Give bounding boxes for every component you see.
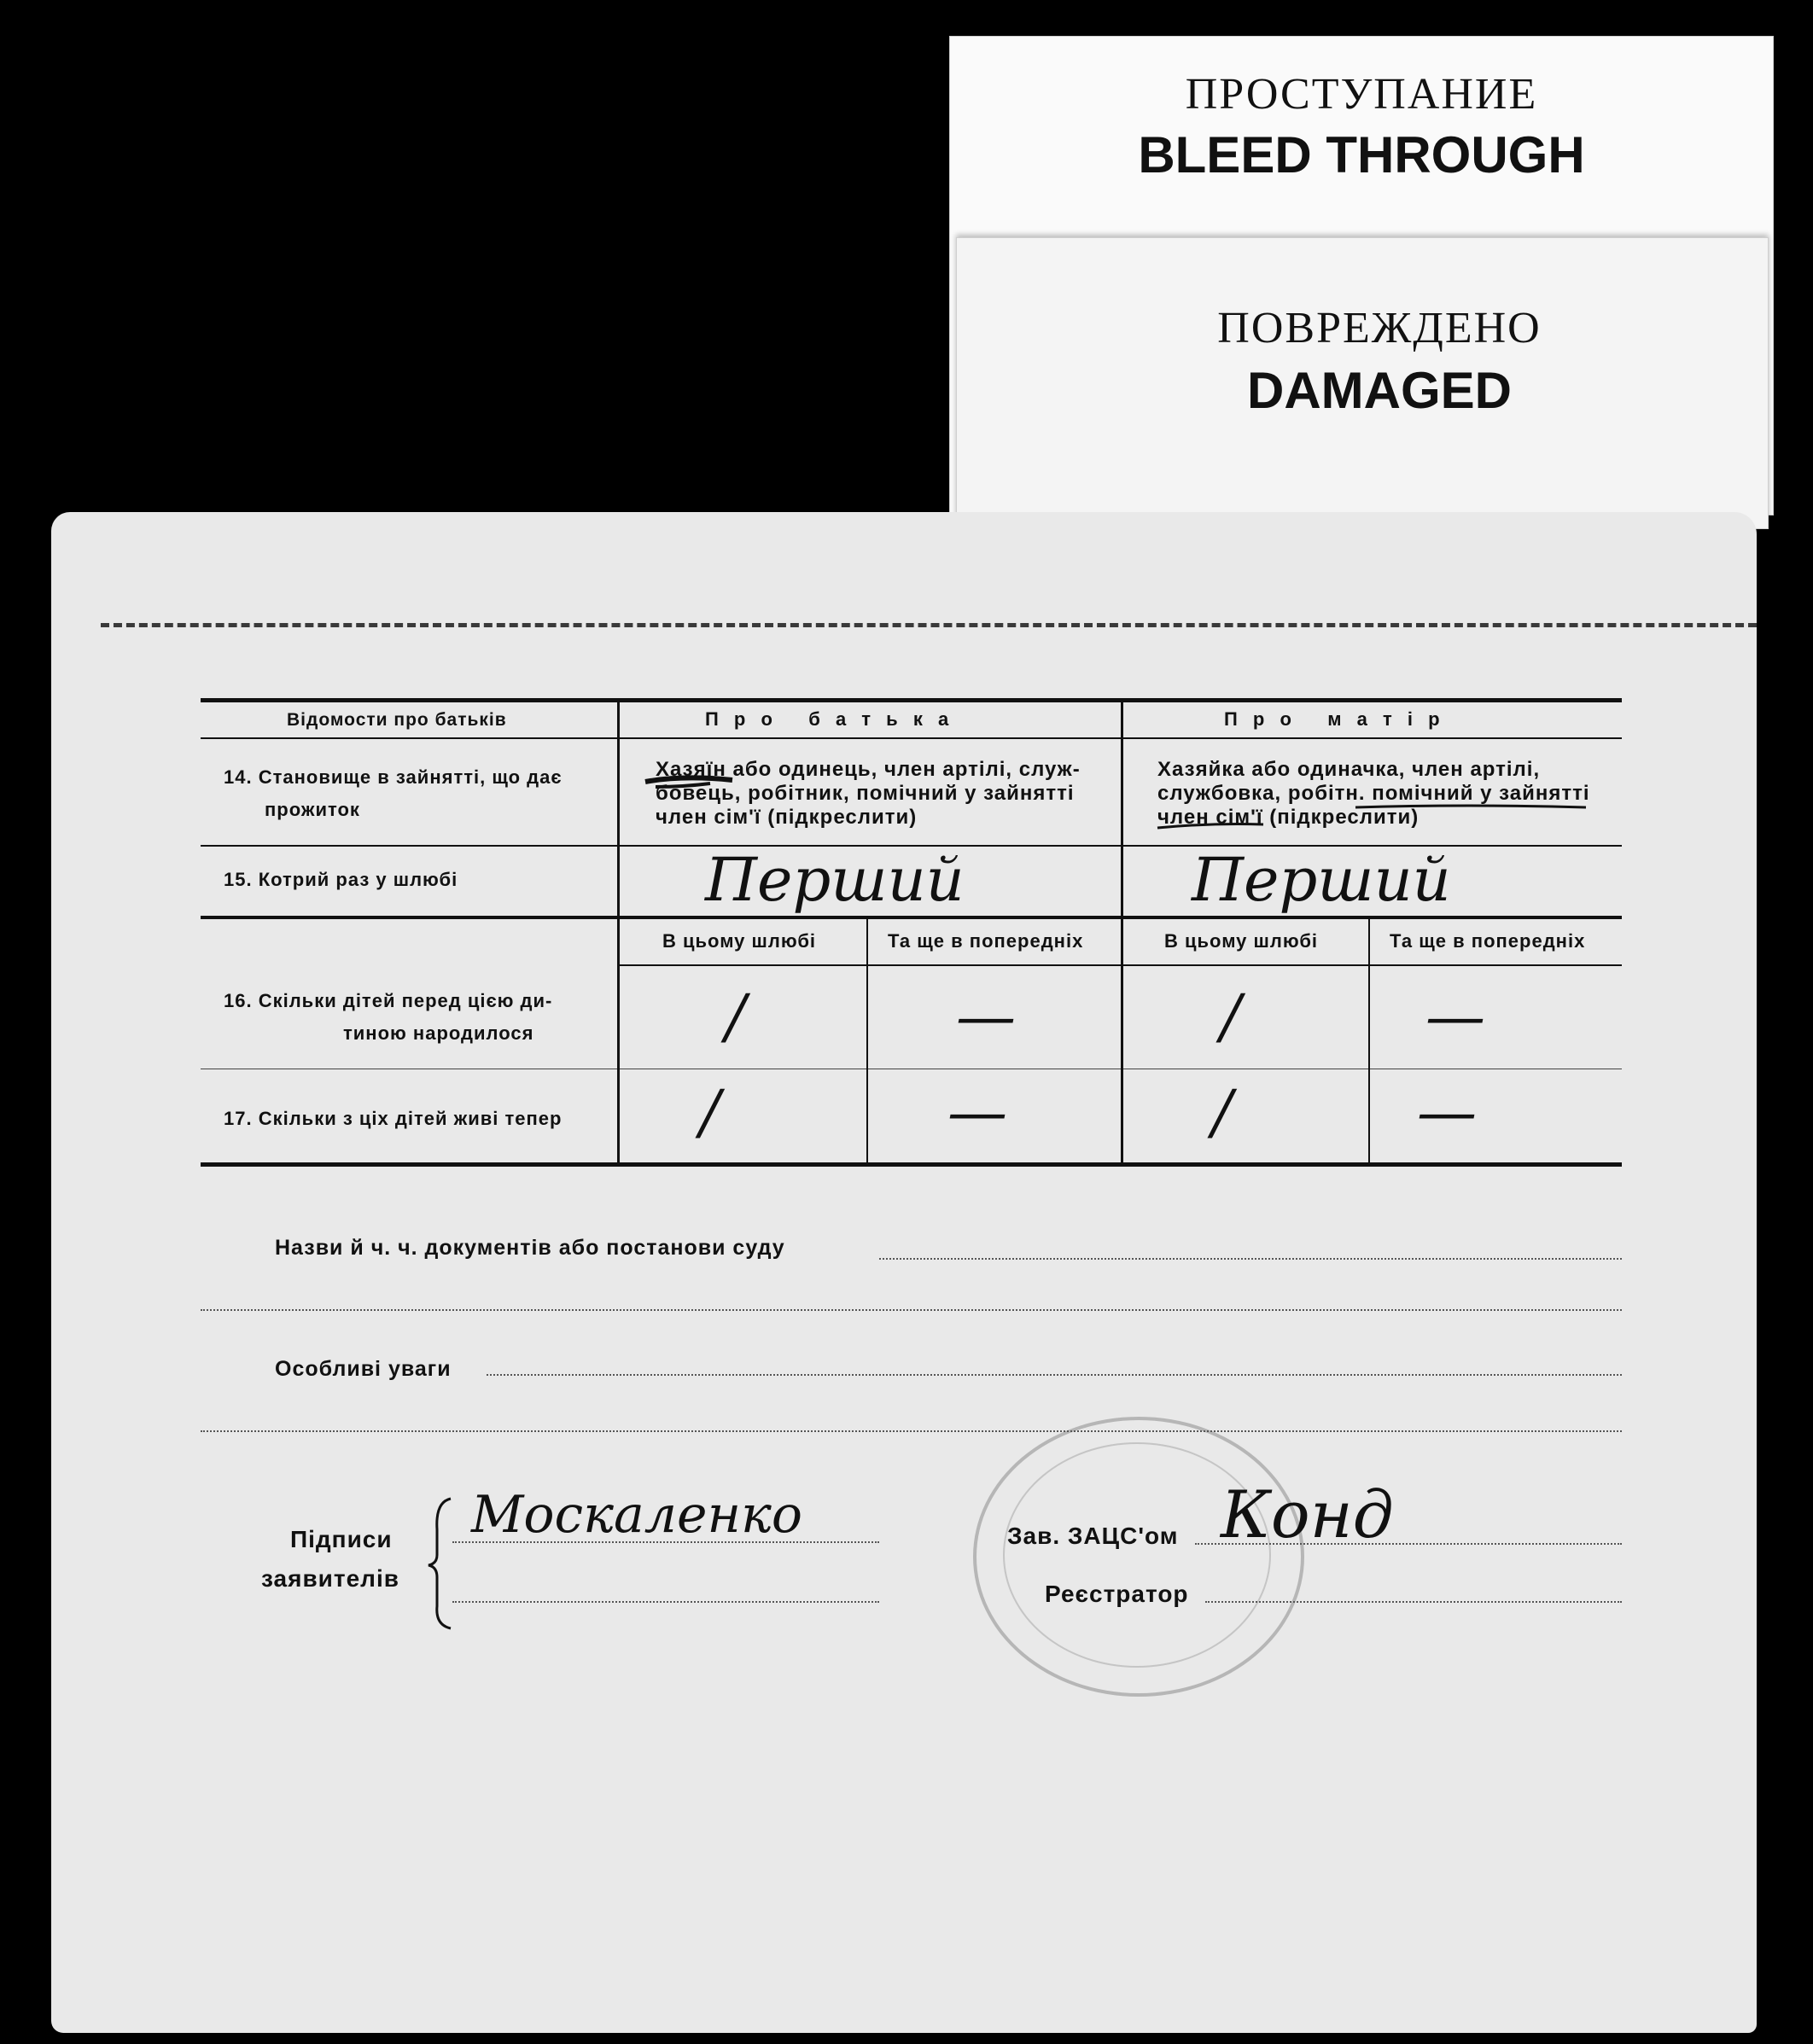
mother-underline-1: [1355, 806, 1586, 807]
damaged-ru: ПОВРЕЖДЕНО: [1217, 304, 1542, 352]
notes-line-2: [201, 1430, 1622, 1432]
row14-father-line2: бовець, робітник, помічний у зайнятті: [656, 782, 1075, 805]
row14-label-line1: 14. Становище в зайнятті, що дає: [224, 766, 563, 788]
mother-underline-2: [1157, 824, 1263, 829]
row17-father-prev: —: [947, 1077, 1007, 1147]
applicant-sign-line-2: [452, 1601, 879, 1603]
documents-label: Назви й ч. ч. документів або постанови суду: [275, 1236, 785, 1260]
father-underline-1: [645, 777, 732, 782]
subheader-father-prev: Та ще в попередніх: [888, 930, 1084, 952]
subheader-father-this: В цьому шлюбі: [662, 930, 817, 952]
row14-mother-line1: Хазяйка або одиначка, член артілі,: [1157, 758, 1541, 781]
row15-mother-value: Перший: [1192, 845, 1451, 915]
applicants-label-line2: заявителів: [261, 1565, 399, 1592]
row14-mother-line2: службовка, робітн. помічний у зайнятті: [1157, 782, 1590, 805]
row14-father-line1: Хазяїн або одинець, член артілі, служ-: [656, 758, 1081, 781]
registrar-sign-line: [1205, 1601, 1622, 1603]
row14-mother-line3: член сім'ї (підкреслити): [1157, 806, 1420, 829]
subheader-mother-prev: Та ще в попередніх: [1390, 930, 1586, 952]
row14-father-line3: член сім'ї (підкреслити): [656, 806, 918, 829]
applicant-sign-line-1: [452, 1541, 879, 1543]
applicants-label-line1: Підписи: [290, 1526, 393, 1552]
header-parents-info: Відомости про батьків: [287, 710, 507, 730]
bleed-through-ru: ПРОСТУПАНИЕ: [1185, 70, 1538, 119]
subheader-mother-this: В цьому шлюбі: [1164, 930, 1319, 952]
bleed-through-en: BLEED THROUGH: [1138, 126, 1585, 183]
applicant-signature: Москаленко: [471, 1485, 802, 1545]
row17-mother-prev: —: [1417, 1077, 1477, 1147]
father-underline-2: [656, 783, 710, 787]
head-sign-line: [1195, 1543, 1622, 1545]
row17-mother-this: /: [1212, 1077, 1233, 1147]
applicants-bracket: [425, 1495, 459, 1632]
row16-mother-prev: —: [1425, 981, 1485, 1051]
row16-mother-this: /: [1221, 981, 1241, 1051]
notes-label: Особливі уваги: [275, 1357, 452, 1381]
head-signature: Конд: [1221, 1476, 1394, 1552]
row16-label-line2: тиною народилося: [343, 1022, 534, 1044]
row16-father-prev: —: [956, 981, 1016, 1051]
row16-label-line1: 16. Скільки дітей перед цією ди-: [224, 990, 553, 1011]
row14-label-line2: прожиток: [265, 799, 360, 820]
notes-line-1: [487, 1374, 1622, 1376]
row15-label: 15. Котрий раз у шлюбі: [224, 869, 458, 890]
header-father: П р о б а т ь к а: [705, 708, 954, 730]
row16-father-this: /: [726, 981, 746, 1051]
row15-father-value: Перший: [705, 845, 965, 915]
head-registry-label: Зав. ЗАЦС'ом: [1007, 1523, 1179, 1549]
documents-line-2: [201, 1309, 1622, 1311]
documents-line-1: [879, 1258, 1622, 1260]
row17-label: 17. Скільки з ціх дітей живі тепер: [224, 1108, 563, 1129]
row17-father-this: /: [700, 1077, 720, 1147]
registrar-label: Реєстратор: [1045, 1581, 1189, 1607]
header-mother: П р о м а т і р: [1224, 708, 1445, 730]
damaged-en: DAMAGED: [1247, 362, 1512, 419]
